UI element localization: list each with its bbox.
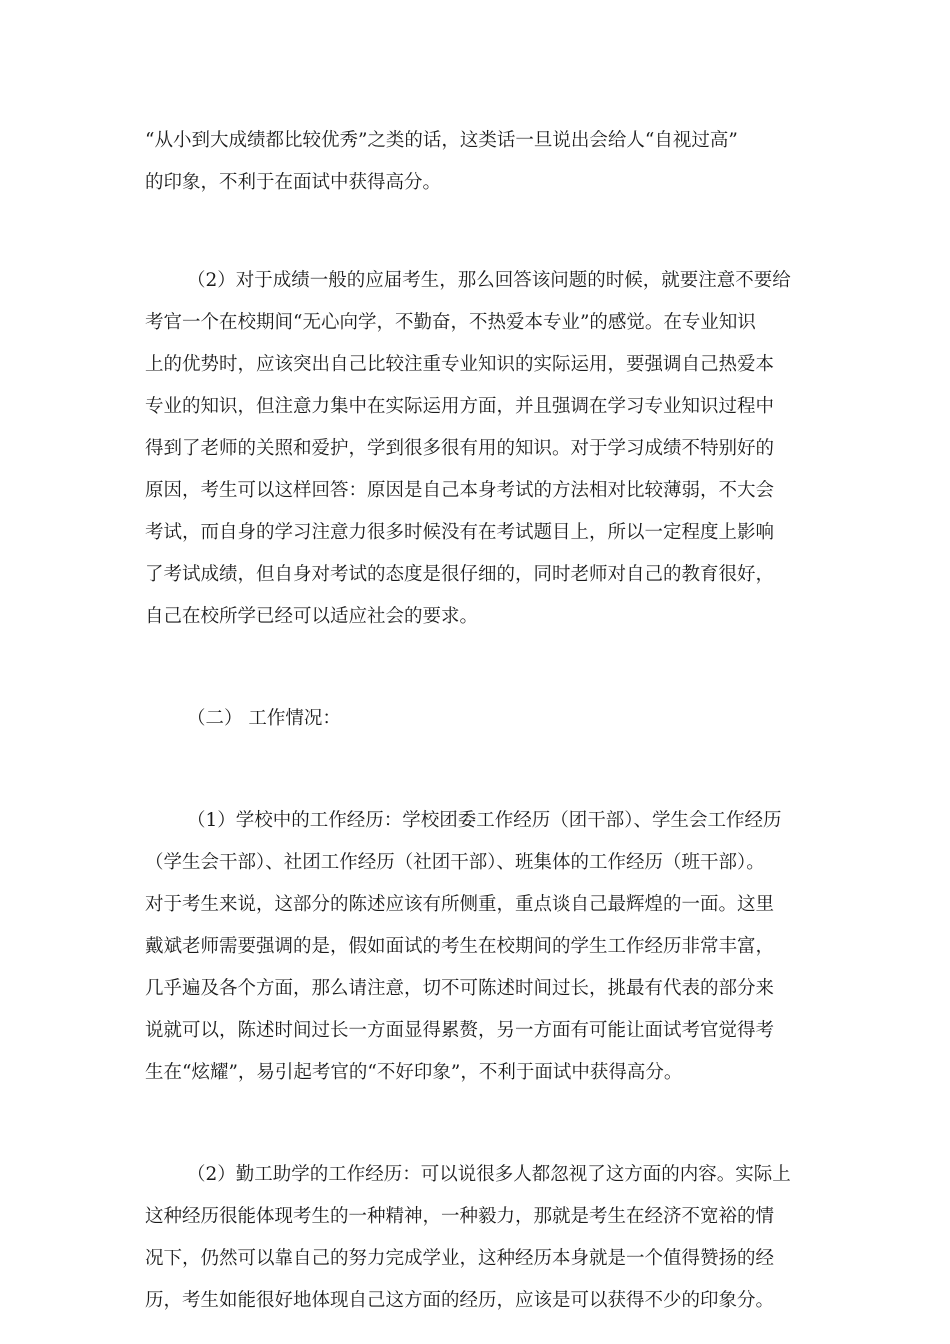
text-line: “从小到大成绩都比较优秀”之类的话，这类话一旦说出会给人“自视过高” [145, 130, 738, 151]
text-line: 自己在校所学已经可以适应社会的要求。 [145, 606, 479, 627]
text-line: 考试，而自身的学习注意力很多时候没有在考试题目上，所以一定程度上影响 [145, 522, 775, 543]
text-line: 对于考生来说，这部分的陈述应该有所侧重，重点谈自己最辉煌的一面。这里 [145, 894, 775, 915]
paragraph-continuation [145, 120, 810, 204]
section-heading-work [145, 698, 810, 740]
text-line: （1）学校中的工作经历：学校团委工作经历（团干部）、学生会工作经历 [187, 810, 782, 831]
paragraph-work-study [145, 1154, 810, 1322]
text-line: （学生会干部）、社团工作经历（社团干部）、班集体的工作经历（班干部）。 [145, 852, 765, 873]
text-line: 况下，仍然可以靠自己的努力完成学业，这种经历本身就是一个值得赞扬的经 [145, 1248, 775, 1269]
paragraph-spacer [145, 204, 810, 260]
paragraph-average-grades [145, 260, 810, 638]
text-line: 了考试成绩，但自身对考试的态度是很仔细的，同时老师对自己的教育很好， [145, 564, 775, 585]
paragraph-spacer [145, 1094, 810, 1154]
paragraph-spacer [145, 638, 810, 698]
text-line: 这种经历很能体现考生的一种精神，一种毅力，那就是考生在经济不宽裕的情 [145, 1206, 775, 1227]
text-line: 的印象，不利于在面试中获得高分。 [145, 172, 442, 193]
document-page [145, 120, 810, 1322]
text-line: 戴斌老师需要强调的是，假如面试的考生在校期间的学生工作经历非常丰富， [145, 936, 775, 957]
paragraph-school-work [145, 800, 810, 1094]
text-line: 专业的知识，但注意力集中在实际运用方面，并且强调在学习专业知识过程中 [145, 396, 775, 417]
paragraph-spacer [145, 740, 810, 800]
text-line: 说就可以，陈述时间过长一方面显得累赘，另一方面有可能让面试考官觉得考 [145, 1020, 775, 1041]
text-line: 上的优势时，应该突出自己比较注重专业知识的实际运用，要强调自己热爱本 [145, 354, 775, 375]
text-line: 生在“炫耀”，易引起考官的“不好印象”，不利于面试中获得高分。 [145, 1062, 683, 1083]
section-heading: （二） 工作情况： [187, 708, 341, 729]
text-line: （2）对于成绩一般的应届考生，那么回答该问题的时候，就要注意不要给 [187, 270, 791, 291]
text-line: 原因，考生可以这样回答：原因是自己本身考试的方法相对比较薄弱，不大会 [145, 480, 775, 501]
text-line: （2）勤工助学的工作经历：可以说很多人都忽视了这方面的内容。实际上 [187, 1164, 791, 1185]
text-line: 几乎遍及各个方面，那么请注意，切不可陈述时间过长，挑最有代表的部分来 [145, 978, 775, 999]
text-line: 历，考生如能很好地体现自己这方面的经历，应该是可以获得不少的印象分。 [145, 1290, 775, 1311]
text-line: 考官一个在校期间“无心向学，不勤奋，不热爱本专业”的感觉。在专业知识 [145, 312, 756, 333]
text-line: 得到了老师的关照和爱护，学到很多很有用的知识。对于学习成绩不特别好的 [145, 438, 775, 459]
